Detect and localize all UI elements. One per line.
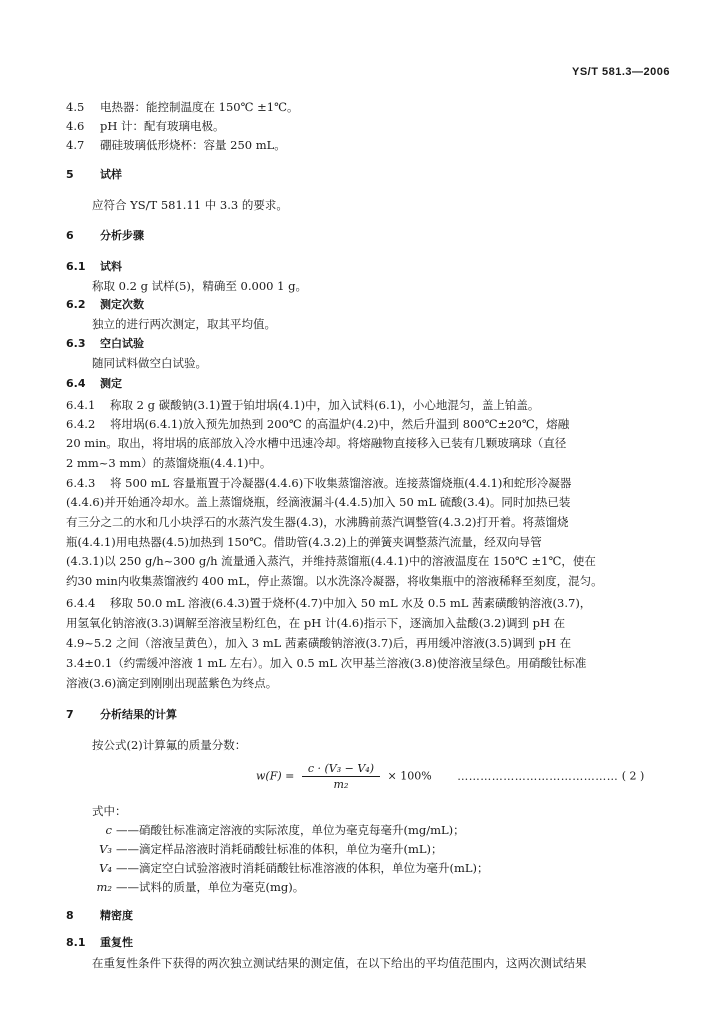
clause-6-4-3-line: (4.3.1)以 250 g/h~300 g/h 流量通入蒸汽，并维持蒸馏瓶(4.4.1)中的溶液温度在 150℃ ±1℃，使在 [66,554,596,568]
clause-title: 测定 [100,377,122,390]
clause-6-4-heading [66,376,122,392]
clause-6-2-heading [66,297,144,313]
clause-6-4-2-line [66,416,569,432]
clause-8-1-heading [66,935,133,951]
clause-6-4-2-line: 20 min。取出，将坩埚的底部放入冷水槽中迅速冷却。将熔融物直接移入已装有几颗玻璃球（直径 [66,436,567,450]
section-number: 8 [66,909,74,922]
standard-code-header: YS/T 581.3—2006 [571,66,670,78]
clause-6-3-body: 随同试料做空白试验。 [92,356,207,370]
section-title: 试样 [100,168,122,181]
variable-dash: —— [116,861,139,875]
section-8-heading [66,908,133,924]
clause-6-4-3-line: 瓶(4.4.1)用电热器(4.5)加热到 150℃。借助管(4.3.2)上的弹簧夹调整蒸汽流量，经双向导管 [66,535,542,549]
section-number: 5 [66,168,74,181]
clause-6-4-4-line: 溶液(3.6)滴定到刚刚出现蓝紫色为终点。 [66,676,278,690]
clause-6-4-2-line: 2 mm~3 mm）的蒸馏烧瓶(4.4.1)中。 [66,456,272,470]
clause-text: 将坩埚(6.4.1)放入预先加热到 200℃ 的高温炉(4.2)中，然后升温到 800℃±20℃，熔融 [110,417,570,431]
clause-title: 试料 [100,260,122,273]
variable-m2 [84,879,304,895]
clause-6-4-1 [66,397,539,413]
section-number: 7 [66,708,74,721]
formula-leader-dots: …………………………………… [457,769,619,783]
clause-number: 4.6 [66,119,85,133]
section-title: 分析结果的计算 [100,708,177,721]
variable-dash: —— [116,880,139,894]
clause-number: 6.2 [66,298,86,311]
clause-6-4-4-line: 用氢氧化钠溶液(3.3)调解至溶液呈粉红色，在 pH 计(4.6)指示下，逐滴加入盐酸(3.2)调到 pH 在 [66,616,566,630]
clause-number: 6.3 [66,337,86,350]
clause-4-7 [66,137,286,153]
section-6-heading [66,228,144,244]
clause-6-2-body: 独立的进行两次测定，取其平均值。 [92,317,276,331]
clause-number: 6.4.3 [66,476,96,490]
clause-6-4-3-line: 有三分之二的水和几小块浮石的水蒸汽发生器(4.3)，水沸腾前蒸汽调整管(4.3.2)打开着。将蒸馏烧 [66,515,569,529]
clause-4-6 [66,118,225,134]
clause-6-1-heading [66,259,122,275]
section-5-body: 应符合 YS/T 581.11 中 3.3 的要求。 [92,198,288,212]
variable-dash: —— [116,842,139,856]
clause-text: pH 计：配有玻璃电极。 [100,119,225,133]
section-5-heading [66,167,122,183]
clause-number: 6.4.4 [66,596,96,610]
clause-text: 硼硅玻璃低形烧杯：容量 250 mL。 [100,138,286,152]
formula-lhs: w(F) = [256,769,295,783]
variable-v3 [84,841,443,857]
clause-text: 电热器：能控制温度在 150℃ ±1℃。 [100,100,299,114]
clause-6-4-4-line: 4.9~5.2 之间（溶液呈黄色），加入 3 mL 茜素磺酸钠溶液(3.7)后，再用缓冲溶液(3.5)调到 pH 在 [66,636,572,650]
formula-fraction [302,762,380,791]
clause-number: 6.4 [66,377,86,390]
clause-text: 称取 2 g 碳酸钠(3.1)置于铂坩埚(4.1)中，加入试料(6.1)，小心地混匀，盖上铂盖。 [110,398,540,412]
clause-number: 8.1 [66,936,86,949]
variable-description: 试料的质量，单位为毫克(mg)。 [139,880,305,894]
clause-6-1-body: 称取 0.2 g 试样(5)，精确至 0.000 1 g。 [92,279,307,293]
section-7-heading [66,707,177,723]
where-label: 式中： [92,804,127,818]
clause-text: 将 500 mL 容量瓶置于冷凝器(4.4.6)下收集蒸馏溶液。连接蒸馏烧瓶(4.4.1)和蛇形冷凝器 [110,476,572,490]
variable-description: 滴定空白试验溶液时消耗硝酸钍标准溶液的体积，单位为毫升(mL)； [139,861,489,875]
clause-title: 空白试验 [100,337,144,350]
section-7-intro: 按公式(2)计算氟的质量分数： [92,738,247,752]
clause-6-4-3-line: (4.4.6)并开始通冷却水。盖上蒸馏烧瓶，经滴液漏斗(4.4.5)加入 50 mL 硫酸(3.4)。同时加热已装 [66,495,571,509]
clause-number: 6.4.1 [66,398,96,412]
variable-v4 [84,860,489,876]
variable-symbol: V₄ [99,861,112,875]
clause-number: 6.4.2 [66,417,96,431]
variable-symbol: V₃ [99,842,112,856]
section-title: 分析步骤 [100,229,144,242]
clause-4-5 [66,99,298,115]
section-title: 精密度 [100,909,133,922]
variable-symbol: m₂ [96,880,112,894]
formula-2 [256,762,644,791]
variable-symbol: c [105,823,112,837]
clause-6-4-4-line: 3.4±0.1（约需缓冲溶液 1 mL 左右）。加入 0.5 mL 次甲基兰溶液(3.8)使溶液呈绿色。用硝酸钍标准 [66,656,587,670]
variable-description: 滴定样品溶液时消耗硝酸钍标准的体积，单位为毫升(mL)； [139,842,443,856]
clause-6-3-heading [66,336,144,352]
clause-text: 移取 50.0 mL 溶液(6.4.3)置于烧杯(4.7)中加入 50 mL 水及 0.5 mL 茜素磺酸钠溶液(3.7)， [110,596,592,610]
clause-6-4-3-line [66,475,571,491]
variable-dash: —— [116,823,139,837]
clause-title: 重复性 [100,936,133,949]
clause-number: 4.5 [66,100,85,114]
clause-number: 6.1 [66,260,86,273]
clause-6-4-3-line: 约30 min内收集蒸馏液约 400 mL，停止蒸馏。以水洗涤冷凝器，将收集瓶中的溶液稀释至刻度，混匀。 [66,574,603,588]
formula-equation-number: ( 2 ) [621,769,645,783]
clause-number: 4.7 [66,138,85,152]
clause-title: 测定次数 [100,298,144,311]
formula-denominator: m₂ [333,778,349,791]
formula-tail: × 100% [387,769,432,783]
variable-c [84,822,465,838]
clause-6-4-4-line [66,595,591,611]
section-number: 6 [66,229,74,242]
variable-description: 硝酸钍标准滴定溶液的实际浓度，单位为毫克每毫升(mg/mL)； [139,823,465,837]
clause-8-1-body: 在重复性条件下获得的两次独立测试结果的测定值，在以下给出的平均值范围内，这两次测试结果 [92,956,587,970]
formula-numerator: c · (V₃ − V₄) [302,762,380,777]
